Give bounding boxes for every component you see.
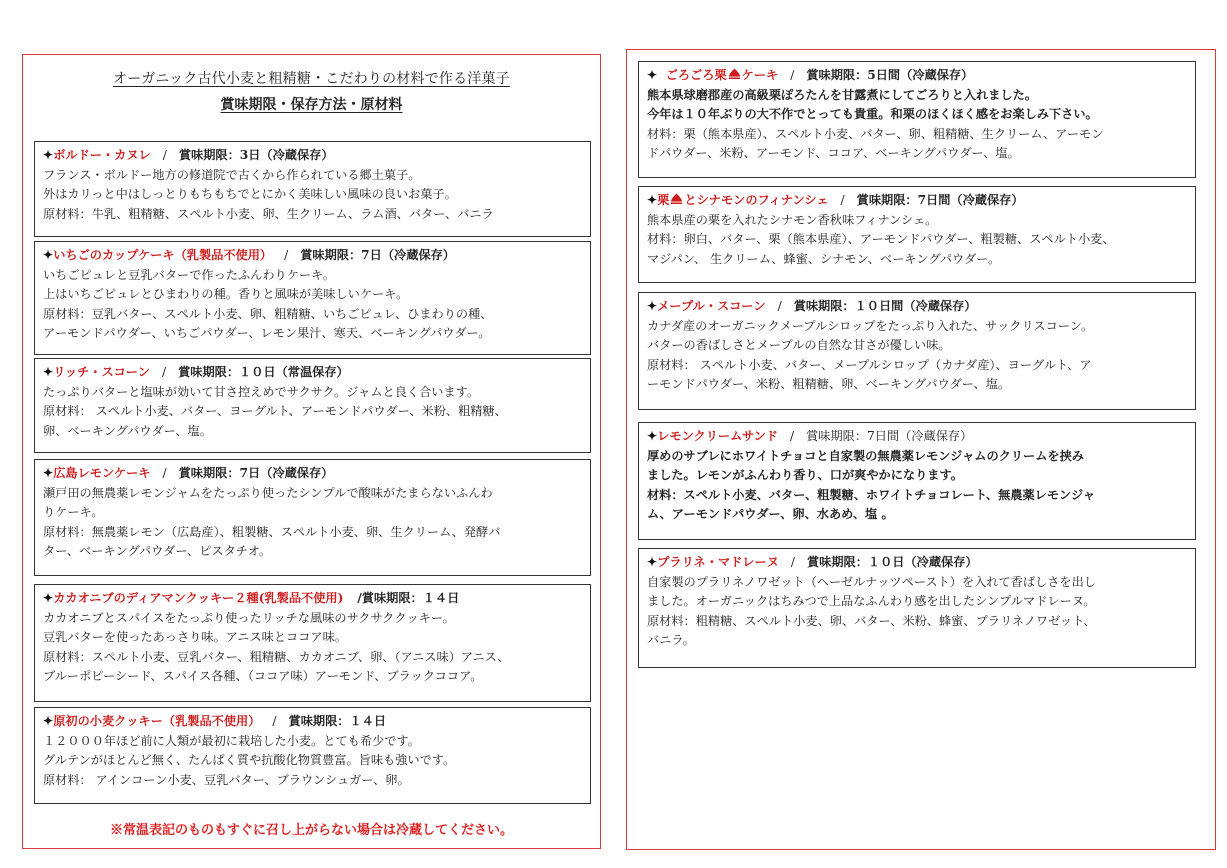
separator: /: [162, 365, 167, 379]
product-header: [647, 427, 972, 447]
product-card-chestnut-financier: [638, 186, 1196, 283]
product-description: 自家製のプラリネノワゼット（ヘーゼルナッツペースト）を入れて香ばしさを出し: [647, 574, 1096, 589]
product-expiry: 賞味期限：7日（冷蔵保存）: [300, 248, 455, 262]
product-ingredients: ム、アーモンドパウダー、卵、水あめ、塩 。: [647, 507, 894, 522]
product-ingredients: 卵、ベーキングパウダー、塩。: [43, 423, 212, 438]
product-card-hiroshima-lemon-cake: [34, 459, 591, 576]
product-name: ボルドー・カヌレ: [53, 148, 151, 162]
product-description: 上はいちごピュレとひまわりの種。香りと風味が美味しいケーキ。: [43, 287, 409, 302]
product-name: カカオニブのディアマンクッキー２種(乳製品不使用): [53, 591, 344, 605]
diamond-bullet-icon: ✦: [43, 248, 54, 262]
diamond-bullet-icon: ✦: [647, 299, 658, 313]
product-ingredients: ドパウダー、米粉、アーモンド、ココア、ベーキングパウダー、塩。: [647, 146, 1020, 161]
separator: /: [840, 193, 845, 207]
product-expiry: 賞味期限：5日間（冷蔵保存）: [806, 68, 974, 82]
product-description: 厚めのサブレにホワイトチョコと自家製の無農薬レモンジャムのクリームを挟み: [647, 448, 1084, 463]
product-header: [647, 191, 1024, 211]
chestnut-icon: [670, 193, 683, 205]
diamond-bullet-icon: ✦: [43, 591, 54, 605]
product-description: バターの香ばしさとメープルの自然な甘さが優しい味。: [647, 338, 951, 353]
product-expiry: 賞味期限：3日（冷蔵保存）: [178, 148, 334, 162]
product-expiry: 賞味期限：１０日間（冷蔵保存）: [793, 299, 977, 313]
product-description: いちごピュレと豆乳バターで作ったふんわりケーキ。: [43, 267, 336, 282]
product-expiry: 賞味期限：7日間（冷蔵保存）: [806, 429, 973, 443]
product-header: [43, 589, 459, 609]
product-header: [43, 363, 349, 383]
separator: /: [272, 714, 277, 728]
product-name: レモンクリームサンド: [657, 429, 778, 443]
product-description: ました。オーガニックはちみつで上品なふんわり感を出したシンプルマドレーヌ。: [647, 594, 1096, 609]
product-name: メープル・スコーン: [657, 299, 766, 313]
product-ingredients: 原材料：無農薬レモン（広島産）、粗製糖、スペルト小麦、卵、生クリーム、発酵バ: [43, 524, 501, 539]
product-ingredients: 原材料： アインコーン小麦、豆乳バター、ブラウンシュガー、卵。: [43, 772, 410, 787]
product-card-rich-scone: [34, 358, 591, 453]
diamond-bullet-icon: ✦: [43, 466, 54, 480]
product-name: リッチ・スコーン: [53, 365, 150, 379]
separator: /: [790, 429, 795, 443]
product-ingredients: 原材料：スペルト小麦、豆乳バター、粗精糖、カカオニブ、卵、（アニス味）アニス、: [43, 649, 510, 664]
product-description: 外はカリっと中はしっとりもちもちでとにかく美味しい風味の良いお菓子。: [43, 187, 457, 202]
product-expiry: /賞味期限：１４日: [357, 591, 460, 605]
product-header: [647, 66, 973, 86]
product-description: カナダ産のオーガニックメープルシロップをたっぷり入れた、サックリスコーン。: [647, 318, 1094, 333]
product-header: [43, 712, 386, 732]
product-ingredients: 原材料： スペルト小麦、バター、メープルシロップ（カナダ産）、ヨーグルト、ア: [647, 357, 1092, 372]
product-ingredients: 原材料：粗精糖、スペルト小麦、卵、バター、米粉、蜂蜜、プラリネノワゼット、: [647, 613, 1096, 628]
product-description: 豆乳バターを使ったあっさり味。アニス味とココア味。: [43, 630, 347, 645]
product-ingredients: バニラ。: [647, 633, 695, 648]
product-description: カカオニブとスパイスをたっぷり使ったリッチな風味のサクサククッキー。: [43, 610, 455, 625]
product-description: グルテンがほとんど無く、たんぱく質や抗酸化物質豊富。旨味も強いです。: [43, 753, 456, 768]
product-name: ケーキ: [741, 68, 779, 82]
product-ingredients: 材料：栗（熊本県産）、スペルト小麦、バター、卵、粗精糖、生クリーム、アーモン: [647, 126, 1104, 141]
product-ingredients: 原材料： スペルト小麦、バター、ヨーグルト、アーモンドパウダー、米粉、粗精糖、: [43, 404, 507, 419]
product-ingredients: 原材料：牛乳、粗精糖、スペルト小麦、卵、生クリーム、ラム酒、バター、バニラ: [43, 206, 494, 221]
product-ingredients: 原材料：豆乳バター、スペルト小麦、卵、粗精糖、いちごピュレ、ひまわりの種、: [43, 306, 493, 321]
product-expiry: 賞味期限：１０日（常温保存）: [178, 365, 349, 379]
product-name: いちごのカップケーキ（乳製品不使用）: [53, 248, 273, 262]
product-name: 栗: [657, 193, 670, 207]
product-description: りケーキ。: [43, 505, 104, 520]
separator: /: [284, 248, 289, 262]
product-ingredients: ーモンドパウダー、米粉、粗精糖、卵、ベーキングパウダー、塩。: [647, 377, 1011, 392]
diamond-bullet-icon: ✦: [647, 429, 658, 443]
chestnut-icon: [728, 68, 741, 80]
document-title: オーガニック古代小麦と粗精糖・こだわりの材料で作る洋菓子: [113, 71, 510, 87]
diamond-bullet-icon: ✦: [647, 193, 658, 207]
diamond-bullet-icon: ✦: [647, 555, 658, 569]
product-ingredients: 材料：卵白、バター、栗（熊本県産）、アーモンドパウダー、粗製糖、スペルト小麦、: [647, 232, 1115, 247]
product-card-ancient-wheat-cookie: [34, 707, 591, 804]
product-card-cacao-nib-cookie: [34, 584, 591, 702]
product-description: たっぷりバターと塩味が効いて甘さ控えめでサクサク。ジャムと良く合います。: [43, 384, 480, 399]
product-description: ました。レモンがふんわり香り、口が爽やかになります。: [647, 468, 963, 483]
product-header: [43, 146, 334, 166]
product-expiry: 賞味期限：7日間（冷蔵保存）: [856, 193, 1024, 207]
product-name: とシナモンのフィナンシェ: [684, 193, 829, 207]
separator: /: [162, 466, 167, 480]
product-header: [647, 297, 977, 317]
product-ingredients: ブルーポピーシード、スパイス各種、（ココア味）アーモンド、ブラックココア。: [43, 669, 483, 684]
product-description: 熊本県産の栗を入れたシナモン香秋味フィナンシェ。: [647, 212, 938, 227]
product-ingredients: ター、ベーキングパウダー、ピスタチオ。: [43, 544, 272, 559]
document-subtitle: 賞味期限・保存方法・原材料: [220, 97, 403, 113]
product-header: [43, 246, 455, 266]
product-card-strawberry-cupcake: [34, 241, 591, 355]
diamond-bullet-icon: ✦: [43, 365, 54, 379]
product-name: 原初の小麦クッキー（乳製品不使用）: [53, 714, 261, 728]
product-ingredients: マジパン、 生クリーム、蜂蜜、シナモン、ベーキングパウダー。: [647, 251, 1001, 266]
product-card-lemon-cream-sandwich: [638, 422, 1196, 540]
product-expiry: 賞味期限：１４日: [288, 714, 387, 728]
product-name: 広島レモンケーキ: [53, 466, 151, 480]
product-description: １２０００年ほど前に人類が最初に栽培した小麦。とても希少です。: [43, 733, 420, 748]
product-card-chestnut-cake: [638, 61, 1196, 178]
diamond-bullet-icon: ✦: [647, 68, 658, 82]
separator: /: [790, 555, 795, 569]
product-ingredients: アーモンドパウダー、いちごパウダー、レモン果汁、寒天、ベーキングパウダー。: [43, 326, 491, 341]
product-card-canele: [34, 141, 591, 237]
product-description: フランス・ボルドー地方の修道院で古くから作られている郷土菓子。: [43, 167, 421, 182]
product-description: 瀬戸田の無農薬レモンジャムをたっぷり使ったシンプルで酸味がたまらないふんわ: [43, 485, 493, 500]
separator: /: [790, 68, 795, 82]
product-name: ごろごろ栗: [665, 68, 727, 82]
product-description: 熊本県球磨郡産の高級栗ぽろたんを甘露煮にしてごろりと入れました。: [647, 87, 1037, 102]
diamond-bullet-icon: ✦: [43, 714, 54, 728]
product-header: [647, 553, 978, 573]
storage-note: ※常温表記のものもすぐに召し上がらない場合は冷蔵してください。: [109, 823, 513, 838]
product-header: [43, 464, 333, 484]
separator: /: [777, 299, 782, 313]
diamond-bullet-icon: ✦: [43, 148, 54, 162]
product-card-praline-madeleine: [638, 548, 1196, 668]
product-card-maple-scone: [638, 292, 1196, 410]
product-expiry: 賞味期限：１０日（冷蔵保存）: [806, 555, 978, 569]
product-name: プラリネ・マドレーヌ: [657, 555, 779, 569]
product-ingredients: 材料：スペルト小麦、バター、粗製糖、ホワイトチョコレート、無農薬レモンジャ: [647, 487, 1096, 502]
separator: /: [162, 148, 167, 162]
product-expiry: 賞味期限：7日（冷蔵保存）: [178, 466, 334, 480]
product-description: 今年は１０年ぶりの大不作でとっても貴重。和栗のほくほく感をお楽しみ下さい。: [647, 107, 1098, 122]
